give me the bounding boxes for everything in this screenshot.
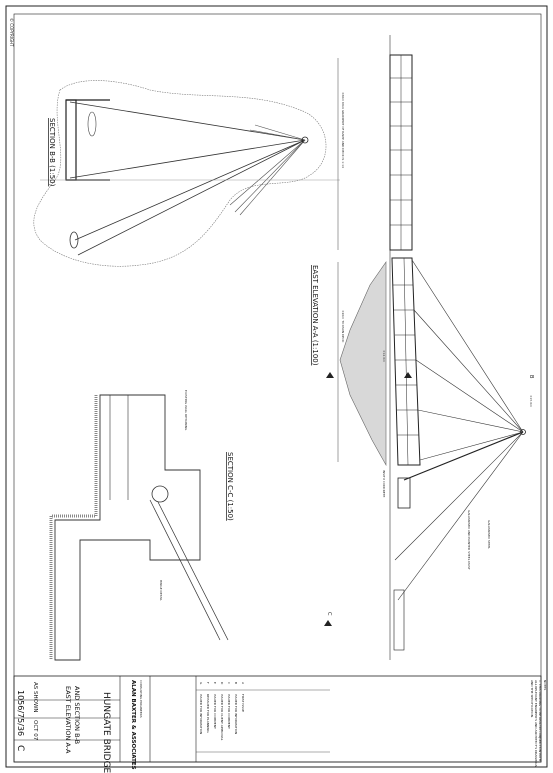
notes-block bbox=[530, 680, 547, 767]
retaining-annotation: EXISTING WALL RETAINING bbox=[184, 390, 188, 431]
revision-row: G bbox=[199, 682, 203, 685]
revision-row: B bbox=[234, 682, 238, 685]
revision-desc: ISSUED FOR CLIENT APPROVAL bbox=[220, 694, 224, 741]
drawing-title-line-1: EAST ELEVATION A-A bbox=[64, 686, 72, 754]
revision-desc: REISSUED FOR PLANNING bbox=[206, 694, 210, 733]
section-marker-b-bottom bbox=[326, 372, 334, 378]
revision-desc: ISSUED FOR COMMENT bbox=[227, 694, 231, 729]
abutment-hatch bbox=[51, 395, 96, 660]
river-hatch bbox=[340, 262, 386, 465]
cable-bb-2 bbox=[70, 140, 305, 178]
cable-bb-7 bbox=[240, 140, 305, 215]
notes-line-3: AND THE SPECIFICATION. bbox=[530, 680, 534, 718]
drawing-title-line-2: AND SECTION B-B bbox=[73, 686, 81, 745]
pier bbox=[398, 478, 410, 508]
company-sub: CONSULTING ENGINEERS bbox=[139, 680, 143, 718]
ramp-annotation: ±20m TO MAIN DECK bbox=[341, 310, 345, 343]
revision-row: D bbox=[220, 682, 224, 685]
ramp-line-cc-2 bbox=[158, 502, 228, 640]
east-elevation-title: EAST ELEVATION A-A (1:100) bbox=[311, 265, 319, 366]
cable-bb-1 bbox=[70, 102, 305, 140]
revision-desc: ISSUED FOR INFORMATION bbox=[234, 694, 238, 735]
sheet-border bbox=[6, 6, 547, 767]
scale-value: AS SHOWN bbox=[32, 682, 38, 713]
cables-annotation: GALVANISED AND PAINTED STEEL MAST bbox=[467, 510, 471, 570]
title-block-frame bbox=[14, 676, 541, 762]
section-bb-view bbox=[34, 81, 340, 267]
ramp-line-cc bbox=[150, 500, 220, 640]
section-marker-c bbox=[324, 620, 332, 626]
section-cc-title: SECTION C-C (1:50) bbox=[226, 452, 234, 521]
notes-line-1: 1. THIS DRAWING TO BE READ IN CONJUNCTION WITH bbox=[538, 680, 542, 761]
drawing-number: 1056/75/36 bbox=[16, 690, 25, 737]
abutment-outline bbox=[55, 395, 200, 660]
deck-frame-bb bbox=[66, 100, 76, 180]
inner-border bbox=[14, 14, 541, 762]
date-value: OCT 07 bbox=[32, 720, 38, 741]
section-cc-view bbox=[51, 390, 332, 660]
revision-desc: ISSUED FOR INFORMATION bbox=[199, 694, 203, 735]
title-block bbox=[14, 676, 541, 773]
section-marker-b-top bbox=[404, 372, 412, 378]
revision-row: E bbox=[213, 682, 217, 684]
mast-foot-bb bbox=[70, 232, 78, 248]
revision-row: F bbox=[206, 682, 210, 684]
cable-bb-6 bbox=[235, 140, 305, 212]
marker-b-label: B bbox=[528, 375, 534, 379]
company-name: ALAN BAXTER & ASSOCIATES bbox=[130, 680, 136, 770]
concrete-annotation: INSITU CONCRETE bbox=[382, 470, 386, 498]
east-elevation-view bbox=[311, 35, 534, 660]
stair-annotation: ±12.0m bbox=[382, 350, 386, 363]
marker-c-label: C bbox=[326, 612, 332, 616]
revision-desc: ISSUED FOR COMMENT bbox=[213, 694, 217, 729]
mast-top-annotation: ±15.0m bbox=[529, 395, 533, 408]
revision-row: A bbox=[241, 682, 245, 685]
galvanised-annotation: GALVANISED STEEL bbox=[487, 520, 491, 550]
project-title: HUNGATE BRIDGE bbox=[101, 692, 111, 773]
copyright-label: © COPYRIGHT bbox=[9, 18, 14, 47]
hinge-annotation: HINGE DETAIL bbox=[159, 580, 163, 601]
revisions-table bbox=[196, 682, 330, 752]
deck-span-annotation: ±60m MAX GRADIENT OF RAMP AND DECK IS 1:14 bbox=[341, 92, 345, 168]
revision-row: C bbox=[227, 682, 231, 685]
person-figure bbox=[88, 112, 96, 136]
revision-letter: C bbox=[15, 745, 25, 752]
section-bb-title: SECTION B-B (1:50) bbox=[48, 118, 56, 187]
drain-pipe bbox=[152, 486, 168, 502]
cable-bb-4 bbox=[78, 140, 305, 255]
approach-deck-panels bbox=[390, 55, 412, 250]
notes-line-2: ALL RELEVANT ENGINEER'S AND ARCHITECT'S DRAWINGS bbox=[534, 680, 538, 767]
cable-bb-3 bbox=[75, 140, 305, 240]
notes-heading: NOTES bbox=[543, 680, 547, 691]
revision-desc: FIRST ISSUE bbox=[241, 694, 245, 713]
